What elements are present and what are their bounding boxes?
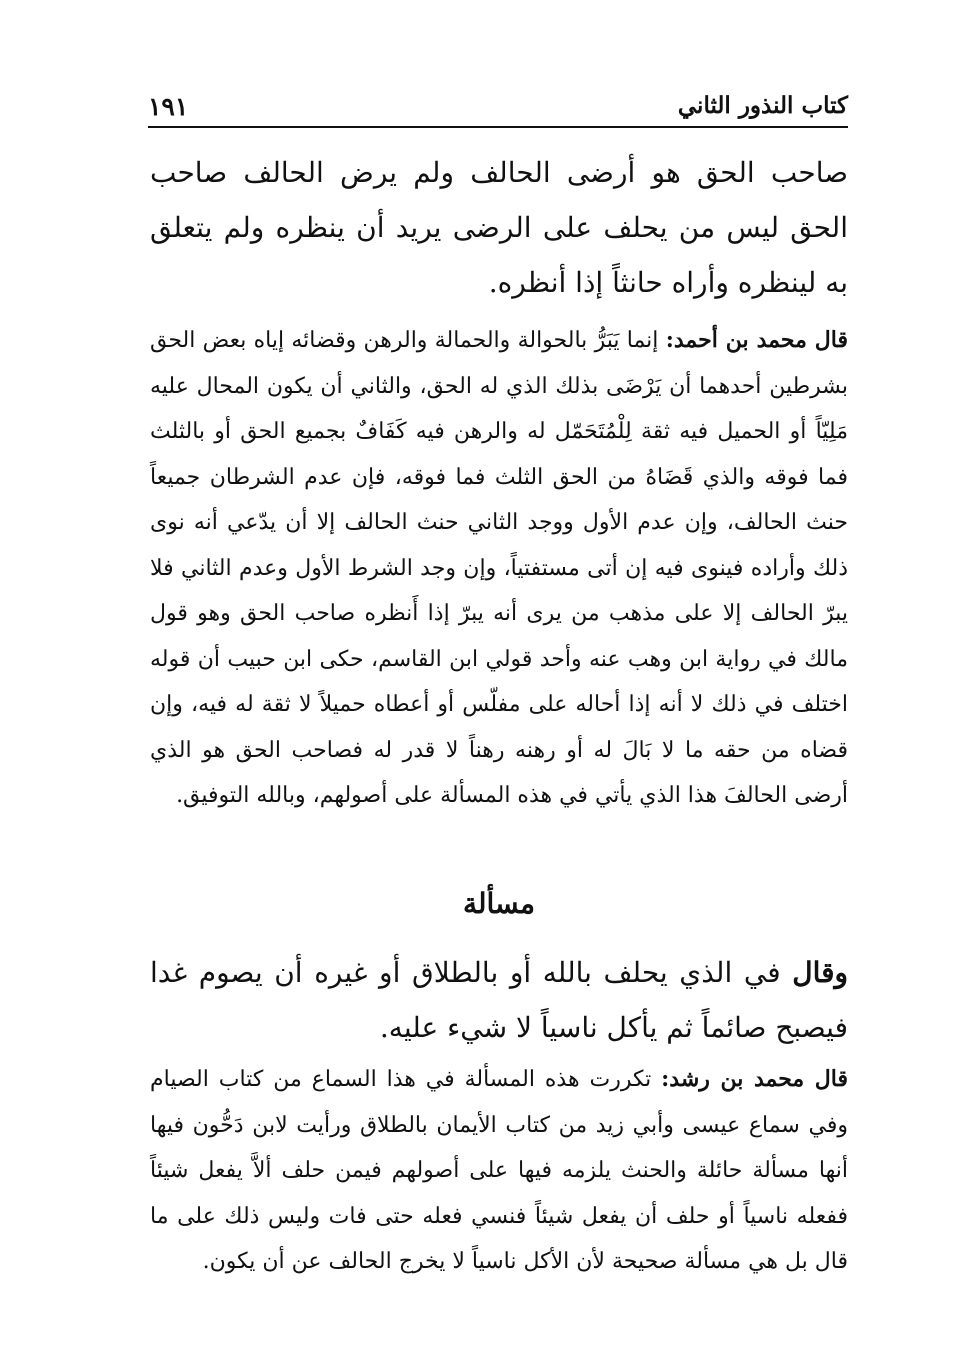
paragraph-4	[150, 1057, 848, 1285]
paragraph-4-text: تكررت هذه المسألة في هذا السماع من كتاب الصيام وفي سماع عيسى وأبي زيد من كتاب الأيمان بالطلاق ورأيت لابن دَحُّون فيها أنها مسألة حائلة والحنث يلزمه فيها على أصولهم فيمن حلف ألاَّ يفعل شيئاً ففعله ناسياً أو حلف أن يفعل شيئاً فنسي فعله حتى فات وليس ذلك على ما قال بل هي مسألة صحيحة لأن الأكل ناسياً لا يخرج الحالف عن أن يكون.	[150, 1067, 848, 1274]
section-heading: مسألة	[462, 887, 536, 920]
running-header	[148, 84, 848, 128]
paragraph-3	[150, 945, 848, 1055]
paragraph-2-lead: قال محمد بن أحمد:	[665, 327, 849, 353]
paragraph-1-text: صاحب الحق هو أرضى الحالف ولم يرض الحالف صاحب الحق ليس من يحلف على الرضى يريد أن ينظره ولم يتعلق به لينظره وأراه حانثاً إذا أنظره.	[150, 156, 848, 299]
paragraph-3-lead: وقال	[792, 956, 849, 989]
paragraph-2	[150, 318, 848, 819]
paragraph-2-text: إنما يَبَرُّ بالحوالة والحمالة والرهن وقضائه إياه بعض الحق بشرطين أحدهما أن يَرْضَى بذلك الذي له الحق، والثاني أن يكون المحال عليه مَلِيّاً أو الحميل فيه ثقة لِلْمُتَحَمّل له والرهن فيه كَفَافٌ بجميع الحق أو بالثلث فما فوقه والذي قَضَاهُ من الحق الثلث فما فوقه، فإن عدم الشرطان جميعاً حنث الحالف، وإن عدم الأول ووجد الثاني حنث الحالف إلا أن يدّعي أنه نوى ذلك وأراده فينوى فيه إن أتى مستفتياً، وإن وجد الشرط الأول وعدم الثاني فلا يبرّ الحالف إلا على مذهب من يرى أنه يبرّ إذا أَنظره صاحب الحق وهو قول مالك في رواية ابن وهب عنه وأحد قولي ابن القاسم، حكى ابن حبيب أن قوله اختلف في ذلك لا أنه إذا أحاله على مفلّس أو أعطاه حميلاً لا ثقة له فيه، وإن قضاه من حقه ما لا بَالَ له أو رهنه رهناً لا قدر له فصاحب الحق هو الذي أرضى الحالفَ هذا الذي يأتي في هذه المسألة على أصولهم، وبالله التوفيق.	[150, 328, 848, 808]
book-title: كتاب النذور الثاني	[677, 92, 848, 119]
paragraph-3-text: في الذي يحلف بالله أو بالطلاق أو غيره أن يصوم غدا فيصبح صائماً ثم يأكل ناسياً لا شيء عليه.	[150, 956, 848, 1044]
page-number: ١٩١	[148, 92, 189, 121]
paragraph-4-lead: قال محمد بن رشد:	[661, 1066, 849, 1092]
paragraph-1	[150, 145, 848, 310]
